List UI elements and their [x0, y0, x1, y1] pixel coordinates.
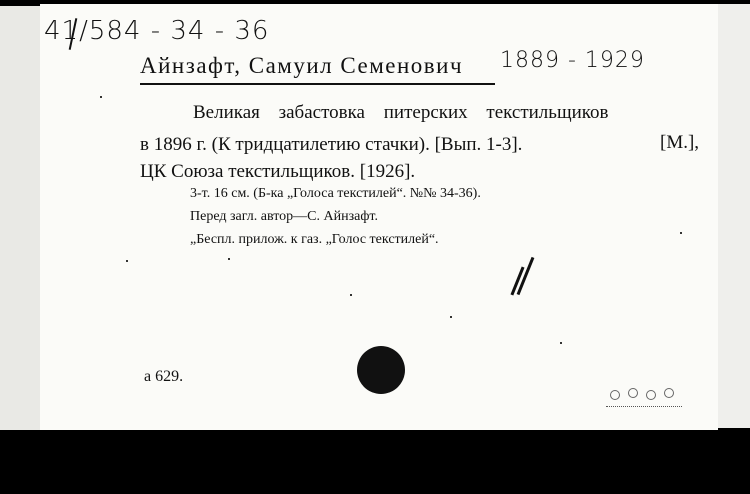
card-punch-hole [357, 346, 405, 394]
publication-place: [М.], [660, 132, 700, 153]
life-dates: 1889 - 1929 [500, 48, 645, 73]
note-author: Перед загл. автор—С. Айнзафт. [190, 209, 378, 224]
speck [450, 316, 452, 318]
speck [680, 232, 682, 234]
inventory-number: а 629. [144, 368, 184, 385]
speck [350, 294, 352, 296]
title-line-3: ЦК Союза текстильщиков. [1926]. [140, 161, 416, 182]
faded-stamp [606, 384, 682, 407]
title-line-1: Великая забастовка питерских текстильщиков [193, 102, 609, 123]
title-line-2: в 1896 г. (К тридцатилетию стачки). [Вып. 1-3]. [140, 134, 523, 155]
speck [560, 342, 562, 344]
collation: 3-т. 16 см. (Б-ка „Голоса текстилей“. №№ 34-36). [190, 186, 481, 201]
speck [100, 96, 102, 98]
note-supplement: „Беспл. прилож. к газ. „Голос текстилей“. [190, 232, 439, 247]
shelfmark: 41/584 - 34 - 36 [44, 16, 270, 46]
speck [228, 258, 230, 260]
author-underline [140, 83, 495, 85]
speck [126, 260, 128, 262]
adjacent-card-left [0, 6, 40, 430]
author-heading: Айнзафт, Самуил Семенович [140, 53, 464, 78]
catalog-card [40, 4, 718, 430]
adjacent-card-right [718, 4, 750, 428]
